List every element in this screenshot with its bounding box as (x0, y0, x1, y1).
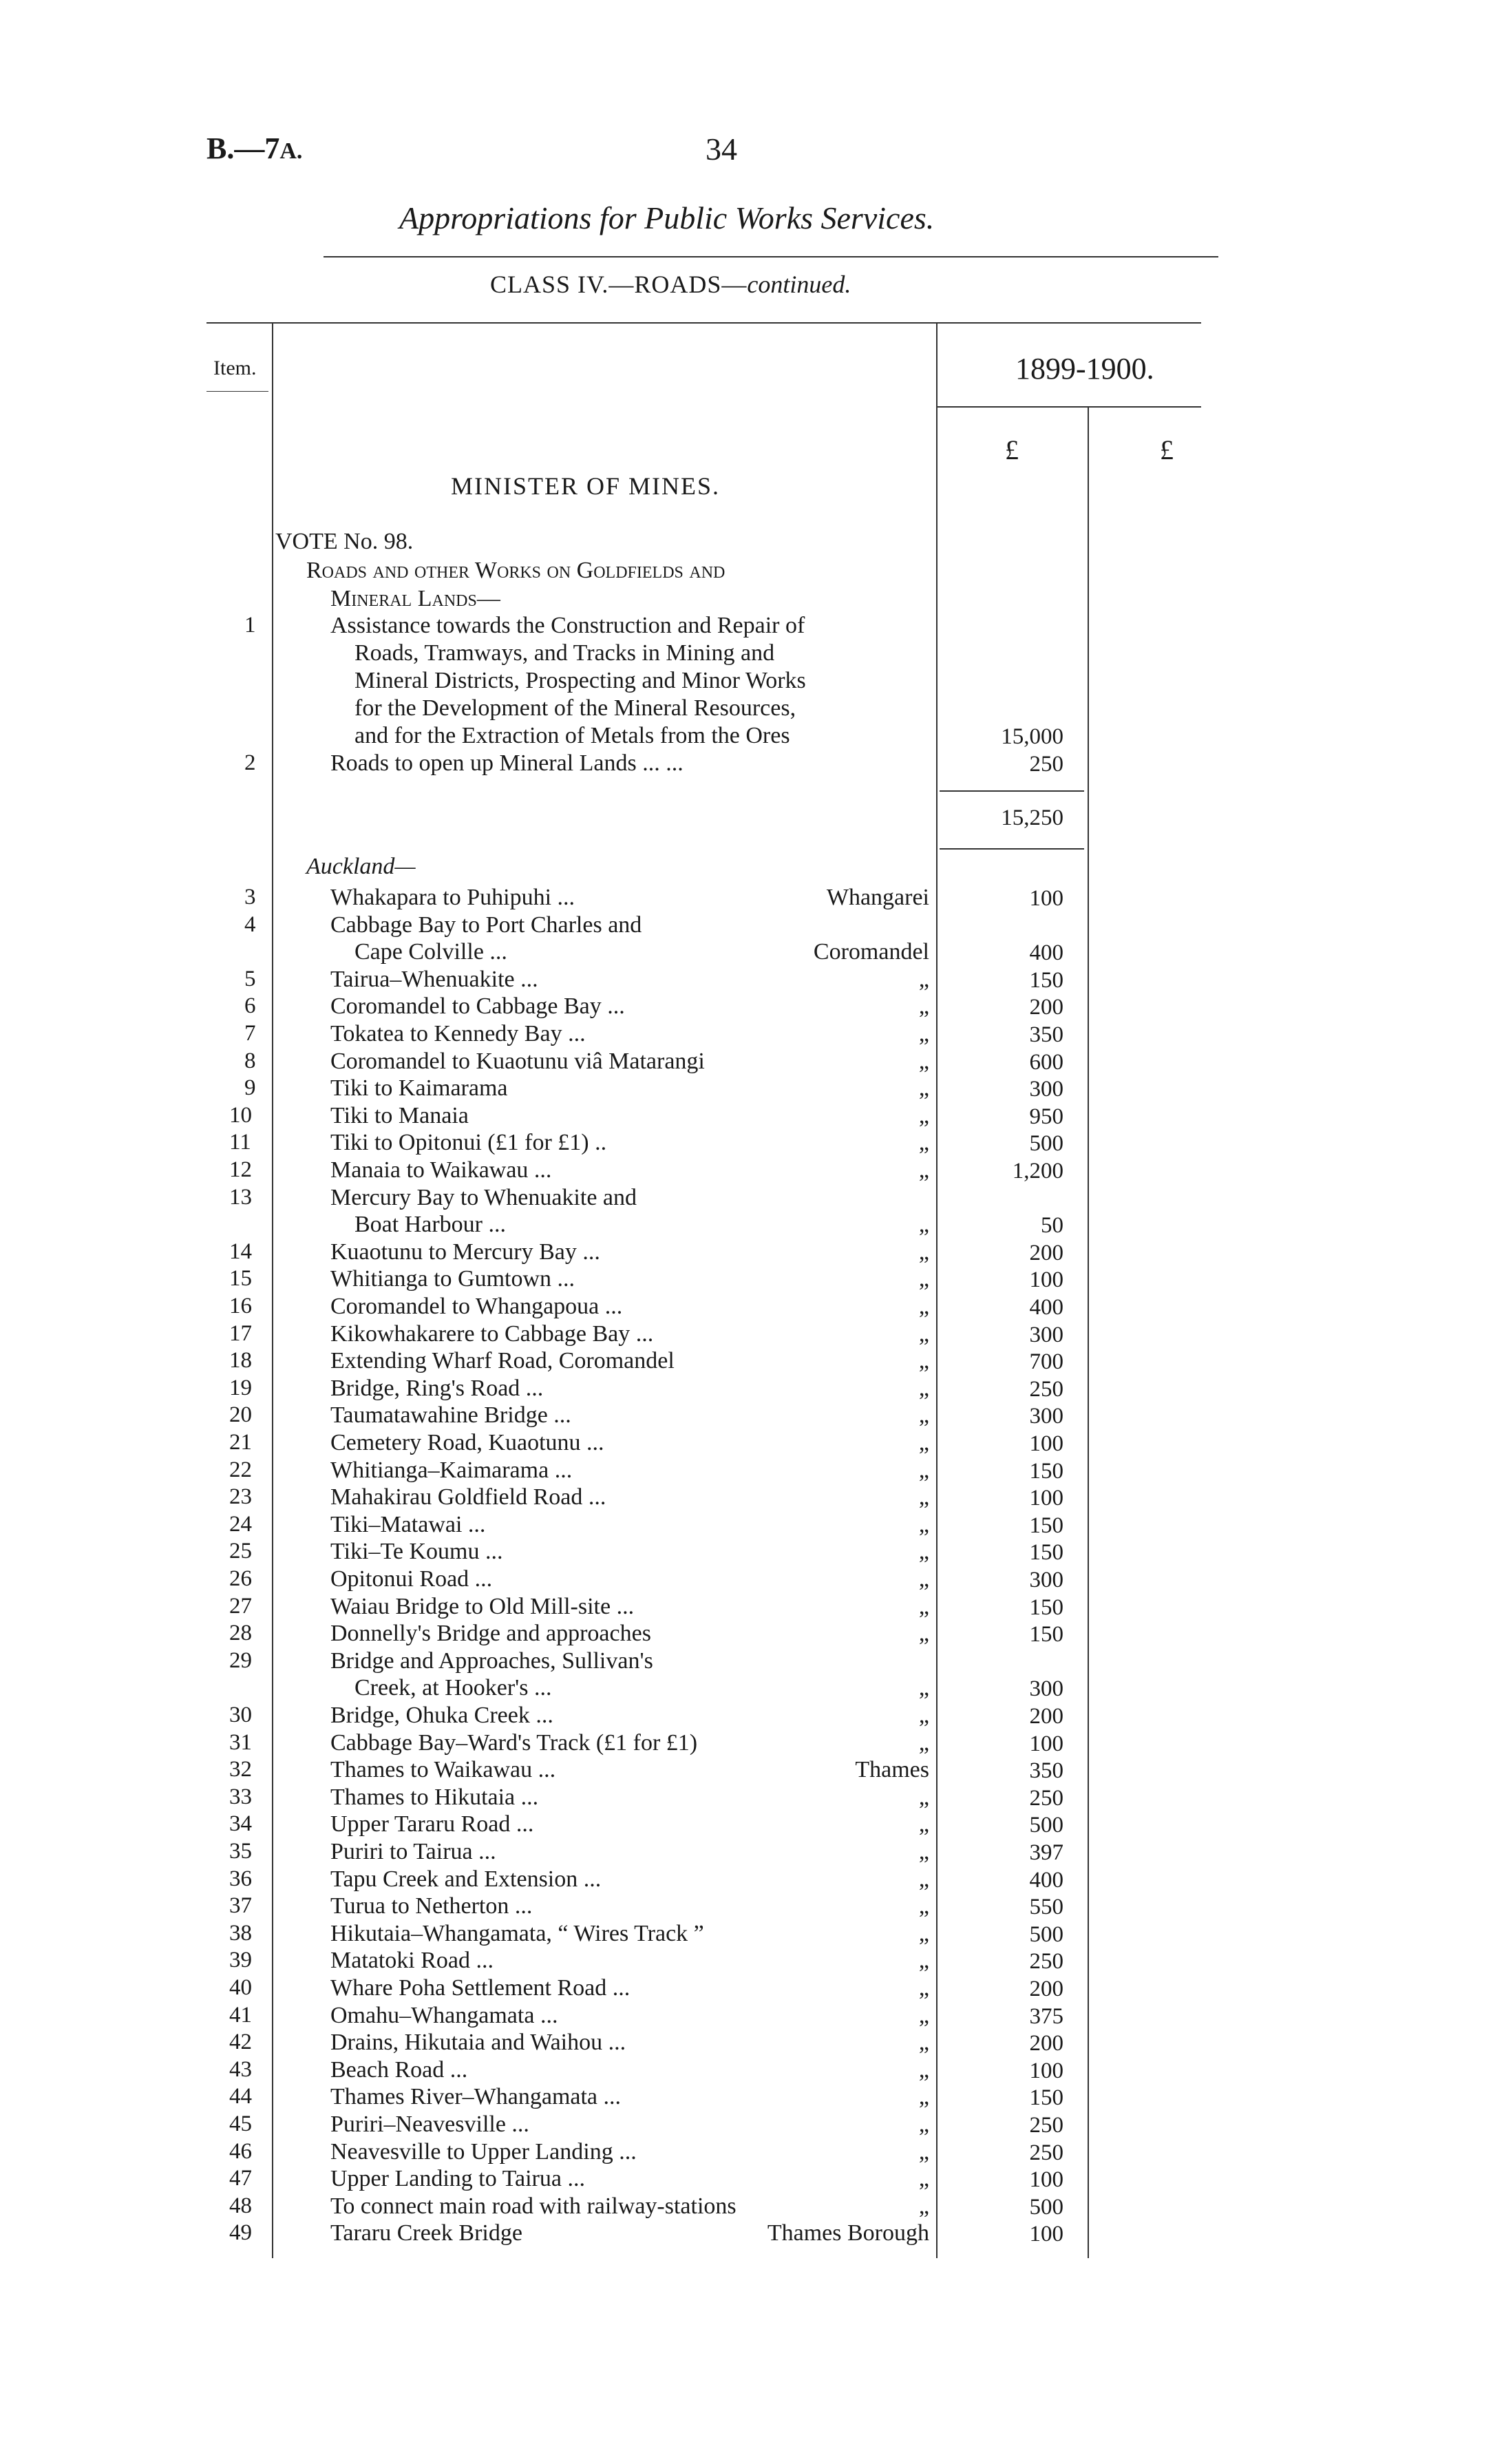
item-header-rule (206, 391, 268, 392)
item-district: „ (918, 2193, 929, 2219)
vote-heading-line-1: Roads and other Works on Goldfields and (306, 558, 725, 583)
item-number: 7 (244, 1021, 256, 1046)
item-description: Opitonui Road ... (330, 1566, 493, 1592)
item-description: Bridge, Ohuka Creek ... (330, 1703, 553, 1728)
item-description: Tararu Creek Bridge (330, 2220, 522, 2246)
item-number: 26 (229, 1566, 252, 1591)
subtotal-rule (940, 790, 1084, 792)
item-description: Whakapara to Puhipuhi ... (330, 885, 575, 910)
item-description: Cemetery Road, Kuaotunu ... (330, 1430, 604, 1455)
item-amount: 100 (1029, 1486, 1063, 1511)
item-description: Upper Landing to Tairua ... (330, 2166, 585, 2192)
pound-header-rule (936, 406, 1201, 408)
item-number: 32 (229, 1757, 252, 1782)
item-description: Tiki to Manaia (330, 1102, 469, 1128)
item-district: „ (918, 1621, 929, 1647)
item-number: 25 (229, 1539, 252, 1564)
item-district: „ (918, 1266, 929, 1292)
item-number: 36 (229, 1866, 252, 1891)
item-description: Whitianga–Kaimarama ... (330, 1457, 573, 1483)
page-number: 34 (706, 131, 737, 167)
item-district: „ (918, 2084, 929, 2110)
item-amount: 500 (1029, 2194, 1063, 2220)
item-amount: 1,200 (1012, 1159, 1063, 1183)
table-top-rule (206, 322, 1201, 324)
item-district: „ (918, 1375, 929, 1401)
item-amount: 150 (1029, 1458, 1063, 1484)
item-description: Manaia to Waikawau ... (330, 1157, 552, 1183)
item-amount: 100 (1029, 1267, 1063, 1293)
item-district: Whangarei (826, 885, 929, 910)
item-number: 42 (229, 2030, 252, 2055)
item-amount: 50 (1041, 1213, 1063, 1239)
item-district: „ (918, 2112, 929, 2137)
item-description: Hikutaia–Whangamata, “ Wires Track ” (330, 1920, 704, 1946)
item-description: Roads, Tramways, and Tracks in Mining and (354, 640, 775, 666)
item-amount: 400 (1029, 1295, 1063, 1320)
item-number: 34 (229, 1811, 252, 1837)
vote-heading-line-2: Mineral Lands— (330, 586, 500, 611)
item-description: Cape Colville ... (354, 939, 507, 965)
item-number: 31 (229, 1729, 252, 1755)
item-amount: 150 (1029, 1594, 1063, 1620)
item-description: To connect main road with railway-stations (330, 2193, 737, 2219)
region-heading: Auckland— (306, 854, 416, 879)
item-amount: 200 (1029, 995, 1063, 1020)
item-description: Kuaotunu to Mercury Bay ... (330, 1239, 600, 1265)
item-amount: 250 (1029, 2113, 1063, 2138)
item-district: „ (918, 1348, 929, 1374)
item-number: 23 (229, 1484, 252, 1510)
item-description: Waiau Bridge to Old Mill-site ... (330, 1593, 635, 1619)
item-column-divider (272, 324, 273, 2258)
item-amount: 250 (1029, 1949, 1063, 1975)
item-number: 29 (229, 1647, 252, 1673)
item-amount: 15,000 (1001, 724, 1063, 749)
item-description: Coromandel to Kuaotunu viâ Matarangi (330, 1048, 705, 1074)
item-description: Drains, Hikutaia and Waihou ... (330, 2030, 626, 2056)
item-amount: 200 (1029, 2031, 1063, 2056)
item-number: 17 (229, 1320, 252, 1346)
item-amount: 150 (1029, 1622, 1063, 1647)
item-amount: 550 (1029, 1895, 1063, 1920)
item-amount: 500 (1029, 1131, 1063, 1157)
item-amount: 100 (1029, 1431, 1063, 1456)
item-number: 35 (229, 1839, 252, 1864)
item-description: Coromandel to Cabbage Bay ... (330, 993, 625, 1020)
document-reference: B.—7A. (206, 131, 303, 165)
item-district: „ (918, 1075, 929, 1102)
item-description: Neavesville to Upper Landing ... (330, 2138, 637, 2165)
item-district: „ (918, 2002, 929, 2028)
item-number: 48 (229, 2193, 252, 2218)
item-number: 47 (229, 2166, 252, 2191)
item-number: 20 (229, 1402, 252, 1428)
item-amount: 400 (1029, 1867, 1063, 1893)
item-description: Mercury Bay to Whenuakite and (330, 1184, 637, 1210)
item-description: Taumatawahine Bridge ... (330, 1402, 571, 1429)
item-district: „ (918, 1157, 929, 1183)
item-amount: 200 (1029, 1240, 1063, 1265)
item-amount: 250 (1029, 752, 1063, 777)
item-amount: 150 (1029, 1513, 1063, 1538)
item-description: and for the Extraction of Metals from the Ores (354, 723, 790, 748)
item-description: Extending Wharf Road, Coromandel (330, 1348, 675, 1374)
item-amount: 150 (1029, 967, 1063, 993)
item-district: „ (918, 1893, 929, 1919)
item-description: Upper Tararu Road ... (330, 1811, 534, 1838)
item-district: „ (918, 1021, 929, 1046)
item-district: „ (918, 1048, 929, 1074)
item-amount: 150 (1029, 1540, 1063, 1566)
item-number: 37 (229, 1893, 252, 1919)
item-district: „ (918, 966, 929, 992)
item-description: Thames to Hikutaia ... (330, 1784, 539, 1810)
item-district: „ (918, 2138, 929, 2165)
minister-heading: MINISTER OF MINES. (451, 472, 721, 500)
item-amount: 200 (1029, 1704, 1063, 1729)
item-number: 6 (244, 993, 256, 1019)
item-number: 12 (229, 1157, 252, 1182)
item-district: „ (918, 2166, 929, 2192)
item-amount: 500 (1029, 1921, 1063, 1947)
title-rule (324, 256, 1218, 257)
item-amount: 350 (1029, 1022, 1063, 1047)
item-number: 49 (229, 2220, 252, 2246)
item-number: 38 (229, 1920, 252, 1946)
item-district: „ (918, 1457, 929, 1483)
item-district: „ (918, 1729, 929, 1756)
item-description: Donnelly's Bridge and approaches (330, 1621, 651, 1647)
item-description: Cabbage Bay to Port Charles and (330, 912, 642, 938)
item-district: „ (918, 1484, 929, 1510)
item-description: Roads to open up Mineral Lands ... ... (330, 750, 684, 776)
item-district: „ (918, 1430, 929, 1455)
item-amount: 300 (1029, 1322, 1063, 1347)
item-amount: 250 (1029, 2140, 1063, 2165)
item-number: 24 (229, 1511, 252, 1537)
vote-number: VOTE No. 98. (275, 529, 414, 554)
item-number: 11 (229, 1130, 251, 1155)
item-description: Thames River–Whangamata ... (330, 2084, 622, 2110)
item-district: Thames Borough (767, 2220, 929, 2246)
item-amount: 500 (1029, 1813, 1063, 1838)
item-number: 39 (229, 1948, 252, 1973)
item-number: 16 (229, 1294, 252, 1318)
item-description: Tiki to Kaimarama (330, 1075, 508, 1102)
item-description: Kikowhakarere to Cabbage Bay ... (330, 1320, 654, 1347)
item-number: 18 (229, 1348, 252, 1373)
item-column-header: Item. (213, 357, 257, 379)
item-number: 43 (229, 2056, 252, 2082)
item-district: Coromandel (813, 939, 929, 965)
item-description: Tiki–Matawai ... (330, 1511, 486, 1537)
item-number: 9 (244, 1075, 256, 1101)
subtotal-rule-bottom (940, 848, 1084, 850)
item-description: Bridge and Approaches, Sullivan's (330, 1647, 653, 1674)
subtotal-amount: 15,250 (1001, 805, 1063, 830)
item-amount: 300 (1029, 1568, 1063, 1592)
item-district: „ (918, 1402, 929, 1429)
item-district: „ (918, 1593, 929, 1619)
item-description: Mahakirau Goldfield Road ... (330, 1484, 606, 1510)
item-number: 2 (244, 750, 256, 775)
item-number: 8 (244, 1048, 256, 1073)
item-district: „ (918, 1239, 929, 1265)
item-description: Puriri to Tairua ... (330, 1839, 496, 1864)
item-number: 27 (229, 1593, 252, 1619)
item-description: Mineral Districts, Prospecting and Minor Works (354, 668, 806, 693)
item-amount: 300 (1029, 1077, 1063, 1102)
item-number: 10 (229, 1102, 252, 1128)
page-title: Appropriations for Public Works Services. (399, 200, 935, 235)
item-amount: 300 (1029, 1404, 1063, 1429)
item-district: „ (918, 1566, 929, 1592)
item-district: „ (918, 1511, 929, 1537)
item-amount: 397 (1029, 1840, 1063, 1865)
item-amount: 100 (1029, 1731, 1063, 1756)
pound-sign-2: £ (1160, 434, 1174, 465)
item-description: Beach Road ... (330, 2056, 468, 2083)
item-description: Cabbage Bay–Ward's Track (£1 for £1) (330, 1729, 698, 1756)
item-district: „ (918, 1320, 929, 1347)
item-amount: 100 (1029, 2167, 1063, 2193)
item-number: 1 (244, 613, 256, 638)
item-number: 46 (229, 2138, 252, 2164)
item-amount: 375 (1029, 2003, 1063, 2029)
item-district: „ (918, 2030, 929, 2056)
item-district: „ (918, 1784, 929, 1810)
item-district: „ (918, 1294, 929, 1319)
item-district: „ (918, 1811, 929, 1838)
item-description: Tapu Creek and Extension ... (330, 1866, 602, 1892)
item-description: for the Development of the Mineral Resources, (354, 695, 796, 721)
item-description: Creek, at Hooker's ... (354, 1675, 552, 1701)
item-amount: 600 (1029, 1049, 1063, 1075)
item-amount: 700 (1029, 1349, 1063, 1375)
item-number: 19 (229, 1375, 252, 1400)
item-number: 28 (229, 1621, 252, 1646)
item-description: Coromandel to Whangapoua ... (330, 1294, 623, 1319)
item-amount: 250 (1029, 1785, 1063, 1811)
item-amount: 100 (1029, 2058, 1063, 2083)
item-number: 15 (229, 1266, 252, 1292)
item-district: „ (918, 993, 929, 1020)
item-number: 21 (229, 1430, 252, 1455)
item-amount: 250 (1029, 1376, 1063, 1402)
item-number: 30 (229, 1703, 252, 1727)
item-description: Boat Harbour ... (354, 1212, 507, 1238)
item-amount: 300 (1029, 1676, 1063, 1702)
item-district: Thames (855, 1757, 929, 1783)
item-amount: 100 (1029, 886, 1063, 911)
item-district: „ (918, 1948, 929, 1974)
item-number: 4 (244, 912, 256, 937)
item-description: Tiki to Opitonui (£1 for £1) .. (330, 1130, 607, 1156)
item-district: „ (918, 1839, 929, 1864)
item-number: 40 (229, 1975, 252, 2000)
item-district: „ (918, 2056, 929, 2083)
item-amount: 400 (1029, 940, 1063, 966)
item-number: 3 (244, 885, 256, 909)
item-description: Tokatea to Kennedy Bay ... (330, 1021, 586, 1046)
item-district: „ (918, 1212, 929, 1238)
item-amount: 350 (1029, 1758, 1063, 1784)
item-description: Whitianga to Gumtown ... (330, 1266, 575, 1292)
item-district: „ (918, 1975, 929, 2001)
item-number: 14 (229, 1239, 252, 1264)
item-description: Bridge, Ring's Road ... (330, 1375, 544, 1401)
subcolumn-divider (1088, 408, 1089, 2258)
year-column-header: 1899-1900. (1015, 352, 1154, 386)
item-description: Tairua–Whenuakite ... (330, 966, 538, 992)
item-district: „ (918, 1539, 929, 1565)
item-amount: 150 (1029, 2085, 1063, 2111)
pound-sign-1: £ (1005, 434, 1019, 465)
item-description: Omahu–Whangamata ... (330, 2002, 558, 2028)
item-amount: 100 (1029, 2222, 1063, 2247)
amount-column-divider (936, 324, 938, 2258)
class-heading: CLASS IV.—ROADS—continued. (490, 271, 851, 298)
item-description: Assistance towards the Construction and Repair of (330, 613, 805, 638)
item-amount: 200 (1029, 1977, 1063, 2001)
item-district: „ (918, 1130, 929, 1156)
item-number: 33 (229, 1784, 252, 1809)
item-description: Tiki–Te Koumu ... (330, 1539, 503, 1565)
item-district: „ (918, 1703, 929, 1728)
item-description: Matatoki Road ... (330, 1948, 494, 1974)
item-description: Whare Poha Settlement Road ... (330, 1975, 631, 2001)
item-number: 13 (229, 1184, 252, 1210)
item-description: Turua to Netherton ... (330, 1893, 533, 1919)
item-district: „ (918, 1920, 929, 1946)
item-number: 45 (229, 2112, 252, 2136)
item-number: 44 (229, 2084, 252, 2109)
item-district: „ (918, 1866, 929, 1892)
item-district: „ (918, 1675, 929, 1701)
item-description: Puriri–Neavesville ... (330, 2112, 529, 2137)
item-district: „ (918, 1102, 929, 1128)
item-amount: 950 (1029, 1104, 1063, 1129)
item-description: Thames to Waikawau ... (330, 1757, 556, 1783)
item-number: 41 (229, 2002, 252, 2028)
item-number: 22 (229, 1457, 252, 1482)
item-number: 5 (244, 966, 256, 991)
